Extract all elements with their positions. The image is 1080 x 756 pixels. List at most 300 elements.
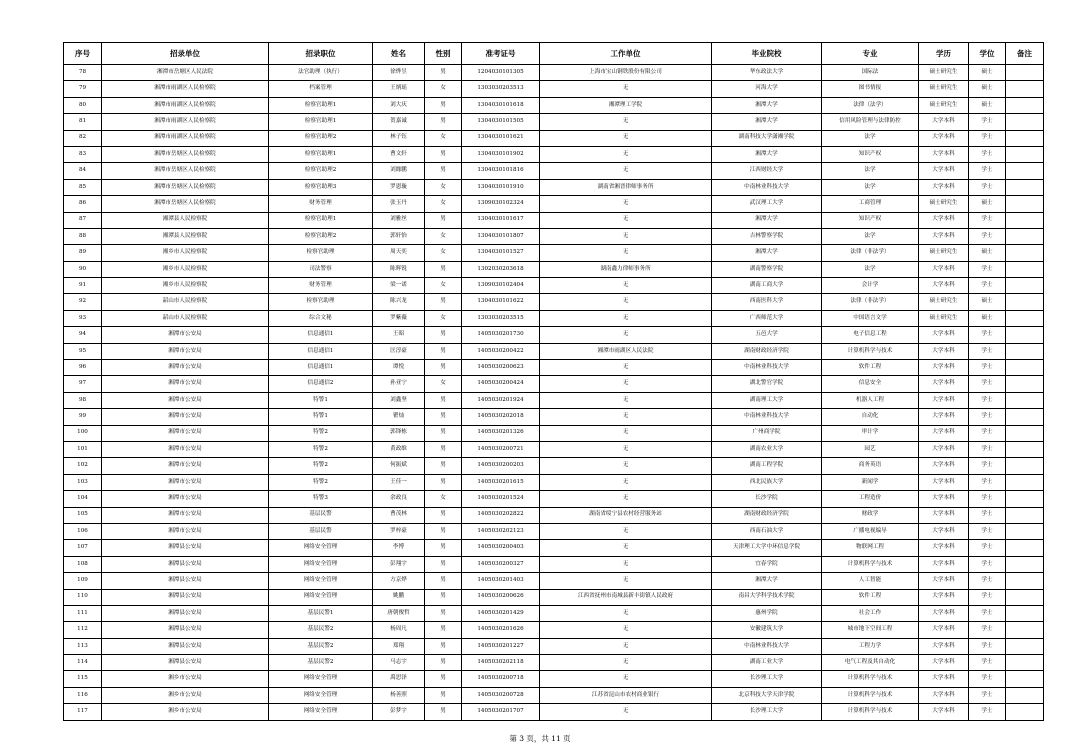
cell-education: 大学本科 [919, 605, 969, 621]
cell-position: 检察官助理 [269, 294, 373, 310]
cell-unit: 湘潭市雨湖区人民检察院 [102, 81, 269, 97]
table-row [64, 556, 1044, 572]
cell-seq: 81 [64, 114, 102, 130]
cell-position: 信息通信2 [269, 376, 373, 392]
table-row [64, 376, 1044, 392]
cell-major: 法律（非法学） [822, 294, 919, 310]
cell-unit: 湘潭市岳塘区人民检察院 [102, 179, 269, 195]
cell-major: 图书情报 [822, 81, 919, 97]
cell-remarks [1006, 212, 1044, 228]
cell-degree: 学士 [969, 589, 1006, 605]
cell-gender: 男 [425, 638, 462, 654]
cell-position: 基层民警2 [269, 622, 373, 638]
cell-school: 湘潭大学 [712, 573, 822, 589]
cell-name: 刘雅丝 [373, 212, 425, 228]
table-row [64, 474, 1044, 490]
cell-school: 湖南农业大学 [712, 441, 822, 457]
cell-exam-id: 1405030201626 [462, 622, 540, 638]
cell-remarks [1006, 507, 1044, 523]
cell-education: 大学本科 [919, 360, 969, 376]
cell-degree: 学士 [969, 376, 1006, 392]
cell-degree: 学士 [969, 638, 1006, 654]
table-row [64, 523, 1044, 539]
cell-education: 硕士研究生 [919, 65, 969, 81]
table-row [64, 458, 1044, 474]
cell-exam-id: 1302030203618 [462, 261, 540, 277]
cell-unit: 湘潭县公安局 [102, 540, 269, 556]
table-row [64, 409, 1044, 425]
cell-school: 广西师范大学 [712, 310, 822, 326]
cell-education: 大学本科 [919, 540, 969, 556]
cell-exam-id: 1405030201403 [462, 573, 540, 589]
cell-degree: 学士 [969, 146, 1006, 162]
table-header-row [64, 43, 1044, 65]
table-row [64, 491, 1044, 507]
cell-employer: 无 [540, 441, 712, 457]
cell-gender: 男 [425, 704, 462, 720]
column-header-gender: 性别 [425, 43, 462, 65]
cell-school: 宜春学院 [712, 556, 822, 572]
cell-gender: 男 [425, 671, 462, 687]
cell-unit: 湘潭市公安局 [102, 425, 269, 441]
table-row [64, 196, 1044, 212]
cell-employer: 无 [540, 704, 712, 720]
cell-education: 大学本科 [919, 441, 969, 457]
cell-major: 法学 [822, 130, 919, 146]
cell-unit: 湘潭市公安局 [102, 360, 269, 376]
cell-major: 中国语言文学 [822, 310, 919, 326]
cell-major: 信用风险管理与法律防控 [822, 114, 919, 130]
cell-seq: 103 [64, 474, 102, 490]
cell-school: 长沙理工大学 [712, 704, 822, 720]
cell-gender: 男 [425, 622, 462, 638]
table-row [64, 294, 1044, 310]
cell-employer: 无 [540, 556, 712, 572]
cell-seq: 112 [64, 622, 102, 638]
cell-exam-id: 1204030101305 [462, 65, 540, 81]
cell-degree: 学士 [969, 228, 1006, 244]
cell-school: 湖南工业大学 [712, 655, 822, 671]
table-row [64, 638, 1044, 654]
cell-exam-id: 1405030200403 [462, 540, 540, 556]
cell-degree: 学士 [969, 491, 1006, 507]
cell-degree: 学士 [969, 360, 1006, 376]
page-number-text: 第 3 页，共 11 页 [509, 734, 571, 743]
table-row [64, 163, 1044, 179]
column-header-major: 专业 [822, 43, 919, 65]
cell-employer: 无 [540, 130, 712, 146]
cell-name: 郭锋栋 [373, 425, 425, 441]
cell-unit: 湘潭市雨湖区人民检察院 [102, 114, 269, 130]
cell-name: 禹思泽 [373, 671, 425, 687]
cell-major: 财政学 [822, 507, 919, 523]
cell-position: 财务管理 [269, 278, 373, 294]
table-row [64, 179, 1044, 195]
cell-gender: 男 [425, 360, 462, 376]
cell-position: 检察官助理2 [269, 228, 373, 244]
cell-degree: 学士 [969, 392, 1006, 408]
cell-remarks [1006, 65, 1044, 81]
cell-major: 信息安全 [822, 376, 919, 392]
cell-exam-id: 1405030202118 [462, 655, 540, 671]
cell-position: 特警3 [269, 491, 373, 507]
cell-position: 信息通信1 [269, 360, 373, 376]
cell-degree: 学士 [969, 261, 1006, 277]
cell-education: 大学本科 [919, 228, 969, 244]
cell-education: 大学本科 [919, 343, 969, 359]
cell-gender: 男 [425, 540, 462, 556]
cell-degree: 学士 [969, 458, 1006, 474]
cell-remarks [1006, 573, 1044, 589]
cell-unit: 湘潭县公安局 [102, 573, 269, 589]
table-row [64, 589, 1044, 605]
cell-major: 法学 [822, 163, 919, 179]
cell-position: 基层民警2 [269, 655, 373, 671]
cell-exam-id: 1405030200718 [462, 671, 540, 687]
cell-name: 梁一诺 [373, 278, 425, 294]
cell-remarks [1006, 97, 1044, 113]
cell-employer: 无 [540, 474, 712, 490]
cell-unit: 湘乡市公安局 [102, 687, 269, 703]
cell-gender: 男 [425, 605, 462, 621]
cell-name: 孙亚宁 [373, 376, 425, 392]
table-row [64, 441, 1044, 457]
cell-remarks [1006, 261, 1044, 277]
cell-major: 法律（非法学） [822, 245, 919, 261]
cell-name: 罗梓豪 [373, 523, 425, 539]
cell-education: 大学本科 [919, 622, 969, 638]
cell-exam-id: 1304030101618 [462, 97, 540, 113]
cell-exam-id: 1405030202018 [462, 409, 540, 425]
cell-major: 软件工程 [822, 360, 919, 376]
cell-unit: 湘潭市公安局 [102, 491, 269, 507]
column-header-exam-id: 准考证号 [462, 43, 540, 65]
cell-seq: 96 [64, 360, 102, 376]
cell-exam-id: 1405030201524 [462, 491, 540, 507]
cell-position: 特警1 [269, 392, 373, 408]
table-row [64, 130, 1044, 146]
cell-degree: 硕士 [969, 294, 1006, 310]
cell-unit: 湘乡市公安局 [102, 704, 269, 720]
cell-unit: 湘潭县公安局 [102, 556, 269, 572]
column-header-position: 招录职位 [269, 43, 373, 65]
cell-exam-id: 1405030200203 [462, 458, 540, 474]
cell-degree: 学士 [969, 622, 1006, 638]
cell-education: 大学本科 [919, 130, 969, 146]
cell-employer: 江西省抚州市南城县新丰街镇人民政府 [540, 589, 712, 605]
cell-seq: 90 [64, 261, 102, 277]
cell-major: 计算机科学与技术 [822, 704, 919, 720]
cell-degree: 学士 [969, 573, 1006, 589]
cell-education: 大学本科 [919, 261, 969, 277]
cell-gender: 男 [425, 556, 462, 572]
cell-exam-id: 1405030200422 [462, 343, 540, 359]
cell-employer: 无 [540, 622, 712, 638]
cell-employer: 无 [540, 327, 712, 343]
cell-education: 大学本科 [919, 212, 969, 228]
cell-employer: 无 [540, 392, 712, 408]
cell-education: 大学本科 [919, 491, 969, 507]
cell-degree: 学士 [969, 327, 1006, 343]
page-footer [0, 733, 1080, 744]
cell-education: 大学本科 [919, 327, 969, 343]
cell-gender: 女 [425, 491, 462, 507]
table-row [64, 245, 1044, 261]
column-header-school: 毕业院校 [712, 43, 822, 65]
cell-remarks [1006, 179, 1044, 195]
cell-name: 陈兴龙 [373, 294, 425, 310]
cell-education: 大学本科 [919, 655, 969, 671]
cell-unit: 湘乡市人民检察院 [102, 261, 269, 277]
cell-major: 法学 [822, 179, 919, 195]
cell-employer: 无 [540, 409, 712, 425]
cell-position: 网络安全管理 [269, 589, 373, 605]
cell-employer: 无 [540, 376, 712, 392]
cell-seq: 87 [64, 212, 102, 228]
cell-remarks [1006, 655, 1044, 671]
cell-major: 城市地下空间工程 [822, 622, 919, 638]
table-row [64, 114, 1044, 130]
cell-name: 何振斌 [373, 458, 425, 474]
cell-remarks [1006, 622, 1044, 638]
cell-position: 检察官助理1 [269, 97, 373, 113]
cell-employer: 湖南鑫力律师事务所 [540, 261, 712, 277]
cell-position: 信息通信1 [269, 343, 373, 359]
cell-remarks [1006, 523, 1044, 539]
cell-gender: 女 [425, 81, 462, 97]
cell-name: 方京烨 [373, 573, 425, 589]
cell-position: 网络安全管理 [269, 671, 373, 687]
cell-exam-id: 1304030101505 [462, 114, 540, 130]
cell-unit: 湘潭市公安局 [102, 343, 269, 359]
cell-exam-id: 1304030101910 [462, 179, 540, 195]
cell-gender: 男 [425, 261, 462, 277]
cell-exam-id: 1405030200626 [462, 589, 540, 605]
cell-name: 瞿灿 [373, 409, 425, 425]
cell-gender: 女 [425, 228, 462, 244]
cell-school: 湖南警察学院 [712, 261, 822, 277]
cell-unit: 湘潭县公安局 [102, 622, 269, 638]
cell-remarks [1006, 245, 1044, 261]
cell-gender: 女 [425, 376, 462, 392]
cell-gender: 男 [425, 114, 462, 130]
cell-gender: 男 [425, 523, 462, 539]
cell-school: 武汉理工大学 [712, 196, 822, 212]
cell-position: 特警2 [269, 441, 373, 457]
cell-gender: 男 [425, 294, 462, 310]
cell-position: 法官助理（执行） [269, 65, 373, 81]
cell-gender: 女 [425, 130, 462, 146]
cell-seq: 98 [64, 392, 102, 408]
column-header-remarks: 备注 [1006, 43, 1044, 65]
cell-employer: 湘潭理工学院 [540, 97, 712, 113]
cell-major: 广播电视编导 [822, 523, 919, 539]
cell-exam-id: 1303030203513 [462, 81, 540, 97]
cell-exam-id: 1304030101816 [462, 163, 540, 179]
cell-unit: 湘潭市雨湖区人民检察院 [102, 97, 269, 113]
cell-major: 计算机科学与技术 [822, 671, 919, 687]
cell-school: 湖南理工大学 [712, 392, 822, 408]
table-row [64, 671, 1044, 687]
column-header-seq: 序号 [64, 43, 102, 65]
cell-unit: 湘潭县人民检察院 [102, 228, 269, 244]
cell-seq: 105 [64, 507, 102, 523]
cell-remarks [1006, 294, 1044, 310]
cell-name: 郑翔 [373, 638, 425, 654]
cell-gender: 男 [425, 507, 462, 523]
cell-major: 国际法 [822, 65, 919, 81]
cell-education: 大学本科 [919, 589, 969, 605]
cell-school: 湘潭大学 [712, 245, 822, 261]
cell-gender: 女 [425, 278, 462, 294]
cell-school: 广州商学院 [712, 425, 822, 441]
cell-seq: 104 [64, 491, 102, 507]
cell-remarks [1006, 327, 1044, 343]
cell-remarks [1006, 376, 1044, 392]
cell-education: 硕士研究生 [919, 245, 969, 261]
cell-gender: 男 [425, 458, 462, 474]
cell-gender: 男 [425, 392, 462, 408]
cell-position: 检察官助理1 [269, 114, 373, 130]
cell-name: 谭悦 [373, 360, 425, 376]
cell-school: 安徽建筑大学 [712, 622, 822, 638]
cell-school: 湖南科技大学潇湘学院 [712, 130, 822, 146]
cell-gender: 男 [425, 65, 462, 81]
cell-gender: 男 [425, 687, 462, 703]
cell-education: 硕士研究生 [919, 196, 969, 212]
cell-position: 财务管理 [269, 196, 373, 212]
table-row [64, 360, 1044, 376]
cell-remarks [1006, 130, 1044, 146]
cell-exam-id: 1303030203515 [462, 310, 540, 326]
cell-unit: 湘潭市公安局 [102, 474, 269, 490]
table-row [64, 425, 1044, 441]
cell-remarks [1006, 474, 1044, 490]
cell-seq: 80 [64, 97, 102, 113]
cell-seq: 88 [64, 228, 102, 244]
cell-exam-id: 1405030200721 [462, 441, 540, 457]
cell-position: 特警1 [269, 409, 373, 425]
cell-degree: 学士 [969, 130, 1006, 146]
cell-name: 郭轩怡 [373, 228, 425, 244]
cell-unit: 湘潭市岳塘区人民法院 [102, 65, 269, 81]
column-header-unit: 招录单位 [102, 43, 269, 65]
cell-name: 陈辉锐 [373, 261, 425, 277]
cell-major: 园艺 [822, 441, 919, 457]
cell-unit: 湘潭县公安局 [102, 589, 269, 605]
cell-remarks [1006, 425, 1044, 441]
cell-school: 西北民族大学 [712, 474, 822, 490]
cell-seq: 93 [64, 310, 102, 326]
cell-exam-id: 1405030201730 [462, 327, 540, 343]
cell-exam-id: 1304030101621 [462, 130, 540, 146]
cell-position: 网络安全管理 [269, 573, 373, 589]
cell-remarks [1006, 114, 1044, 130]
cell-position: 基层民警2 [269, 638, 373, 654]
cell-name: 彭梦宇 [373, 704, 425, 720]
cell-employer: 无 [540, 425, 712, 441]
cell-name: 曹文轩 [373, 146, 425, 162]
cell-school: 惠州学院 [712, 605, 822, 621]
cell-major: 机器人工程 [822, 392, 919, 408]
cell-remarks [1006, 360, 1044, 376]
cell-degree: 学士 [969, 343, 1006, 359]
cell-exam-id: 1405030201707 [462, 704, 540, 720]
cell-exam-id: 1405030201326 [462, 425, 540, 441]
cell-unit: 湘乡市公安局 [102, 671, 269, 687]
table-row [64, 146, 1044, 162]
cell-major: 人工智能 [822, 573, 919, 589]
cell-education: 大学本科 [919, 556, 969, 572]
cell-major: 工程造价 [822, 491, 919, 507]
cell-education: 大学本科 [919, 671, 969, 687]
cell-employer: 无 [540, 114, 712, 130]
cell-position: 综合文秘 [269, 310, 373, 326]
cell-school: 湖南工商大学 [712, 278, 822, 294]
cell-seq: 110 [64, 589, 102, 605]
cell-degree: 学士 [969, 474, 1006, 490]
cell-degree: 学士 [969, 409, 1006, 425]
cell-unit: 韶山市人民检察院 [102, 310, 269, 326]
cell-degree: 学士 [969, 278, 1006, 294]
cell-employer: 无 [540, 458, 712, 474]
cell-position: 网络安全管理 [269, 687, 373, 703]
table-row [64, 507, 1044, 523]
cell-seq: 113 [64, 638, 102, 654]
cell-employer: 江苏省昆山市农村商业银行 [540, 687, 712, 703]
cell-seq: 99 [64, 409, 102, 425]
cell-seq: 100 [64, 425, 102, 441]
cell-degree: 硕士 [969, 310, 1006, 326]
cell-education: 大学本科 [919, 376, 969, 392]
cell-unit: 湘潭市公安局 [102, 523, 269, 539]
cell-employer: 无 [540, 212, 712, 228]
cell-education: 硕士研究生 [919, 294, 969, 310]
cell-remarks [1006, 441, 1044, 457]
cell-degree: 学士 [969, 114, 1006, 130]
cell-name: 徐烨昱 [373, 65, 425, 81]
cell-exam-id: 1405030200327 [462, 556, 540, 572]
cell-education: 大学本科 [919, 146, 969, 162]
cell-school: 五邑大学 [712, 327, 822, 343]
cell-exam-id: 1309030102324 [462, 196, 540, 212]
cell-gender: 男 [425, 573, 462, 589]
cell-seq: 86 [64, 196, 102, 212]
cell-exam-id: 1405030201429 [462, 605, 540, 621]
cell-employer: 无 [540, 228, 712, 244]
cell-major: 软件工程 [822, 589, 919, 605]
candidate-table [63, 42, 1044, 721]
cell-seq: 114 [64, 655, 102, 671]
cell-degree: 学士 [969, 507, 1006, 523]
cell-remarks [1006, 556, 1044, 572]
cell-gender: 男 [425, 146, 462, 162]
cell-seq: 95 [64, 343, 102, 359]
cell-remarks [1006, 704, 1044, 720]
column-header-education: 学历 [919, 43, 969, 65]
cell-education: 大学本科 [919, 704, 969, 720]
cell-seq: 101 [64, 441, 102, 457]
cell-gender: 男 [425, 327, 462, 343]
cell-unit: 湘潭市雨湖区人民检察院 [102, 130, 269, 146]
cell-seq: 102 [64, 458, 102, 474]
cell-education: 大学本科 [919, 163, 969, 179]
cell-seq: 89 [64, 245, 102, 261]
cell-education: 大学本科 [919, 114, 969, 130]
cell-name: 唐朝俊哲 [373, 605, 425, 621]
cell-school: 南昌大学科学技术学院 [712, 589, 822, 605]
cell-remarks [1006, 146, 1044, 162]
